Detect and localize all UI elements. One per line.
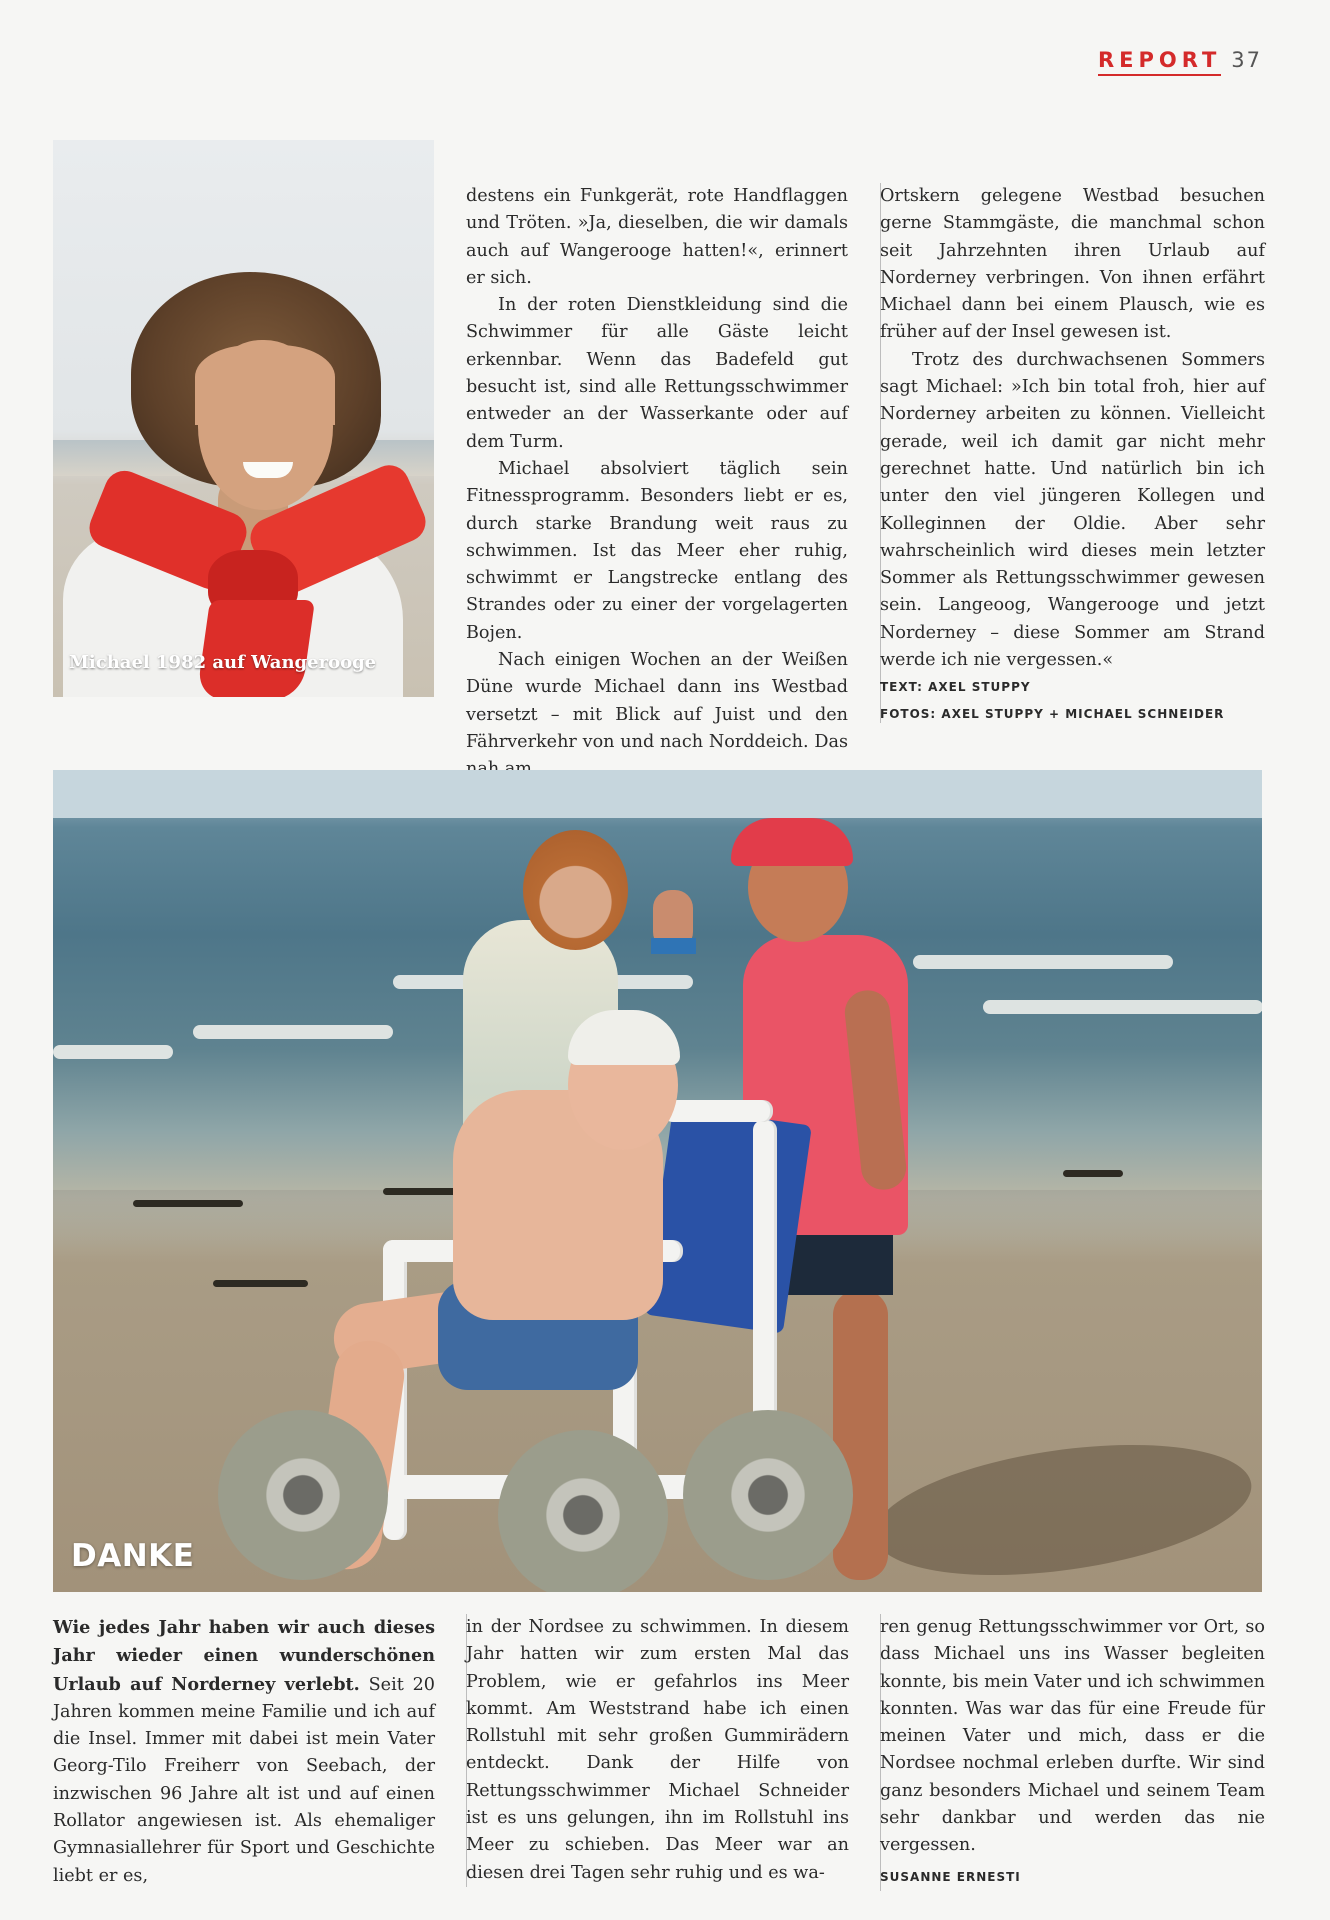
photo-wheel xyxy=(498,1430,668,1592)
body-text: Seit 20 Jahren kommen meine Familie und ich auf die Insel. Immer mit dabei ist mein Vater Georg-Tilo Freiherr von Seebach, der inzwischen 96 Jahre alt ist und auf einen Rollator angewiesen ist. Als ehemaliger Gymnasiallehrer für Sport und Geschichte liebt er es, xyxy=(53,1674,435,1886)
paragraph: In der roten Dienstkleidung sind die Schwimmer für alle Gäste leicht erkennbar. Wenn das Badefeld gut besucht ist, sind alle Rettungsschwimmer entweder an der Wasserkante oder auf dem Turm. xyxy=(466,295,848,452)
photo-wave xyxy=(983,1000,1262,1014)
author-name: SUSANNE ERNESTI xyxy=(880,1869,1021,1884)
paragraph: Ortskern gelegene Westbad besuchen gerne Stammgäste, die manchmal schon seit Jahrzehnten ihren Urlaub auf Norderney verbringen. Von ihnen erfährt Michael dann bei einem Plausch, wie es früher auf der Insel gewesen ist. xyxy=(880,186,1265,343)
photo-woman-head xyxy=(523,830,628,950)
photo-wheelchair-back xyxy=(644,1106,812,1333)
photo-scarf-hang xyxy=(196,600,315,697)
letter-column-3 xyxy=(880,1614,1265,1891)
paragraph: Nach einigen Wochen an der Weißen Düne wurde Michael dann ins Westbad versetzt – mit Blick auf Juist und den Fährverkehr von und nach Norddeich. Das xyxy=(466,650,848,752)
photo-label: DANKE xyxy=(71,1538,195,1574)
photo-seaweed xyxy=(213,1280,308,1287)
portrait-photo xyxy=(53,140,434,697)
photo-wave xyxy=(53,1045,173,1059)
paragraph: in der Nordsee zu schwimmen. In diesem Jahr hatten wir zum ersten Mal das Problem, wie er gefahrlos ins Meer kommt. Am Weststrand habe ich einen Rollstuhl mit sehr großen Gummirädern entdeckt. Dank der Hilfe von Rettungsschwimmer Michael Schneider ist es uns gelungen, ihn im Rollstuhl ins Meer zu schieben. Das Meer war an diesen drei Tagen sehr ruhig und es wa- xyxy=(466,1617,849,1883)
photo-red-cap xyxy=(731,818,853,866)
paragraph: ren genug Rettungsschwimmer vor Ort, so dass Michael uns ins Wasser begleiten konnte, bis mein Vater und ich schwimmen konnten. Was war das für eine Freude für meinen Vater und mich, dass er die Nordsee nochmal erleben durfte. Wir sind ganz besonders Michael und seinem Team sehr dankbar und werden das nie vergessen. xyxy=(880,1617,1265,1856)
main-photo xyxy=(53,770,1262,1592)
photo-wheelchair-frame xyxy=(663,1100,773,1122)
photo-sky xyxy=(53,770,1262,818)
photo-shadow xyxy=(866,1424,1259,1592)
page-header xyxy=(1098,48,1262,76)
paragraph xyxy=(53,1614,435,1890)
column-inner xyxy=(880,183,1265,723)
article-column-2 xyxy=(880,183,1265,723)
photo-wave xyxy=(913,955,1173,969)
lead-text: Wie jedes Jahr haben wir auch dieses Jahr wieder einen wunderschönen Urlaub auf Norderney verlebt. xyxy=(53,1617,435,1695)
column-inner xyxy=(880,1614,1265,1891)
text-credit: TEXT: AXEL STUPPY xyxy=(880,680,1031,695)
section-label: REPORT xyxy=(1098,48,1221,76)
letter-column-1 xyxy=(53,1614,435,1890)
column-inner xyxy=(466,1614,849,1887)
photo-seaweed xyxy=(133,1200,243,1207)
letter-column-2 xyxy=(466,1614,849,1887)
paragraph: Trotz des durchwachsenen Sommers sagt Michael: »Ich bin total froh, hier auf Norderney arbeiten zu können. Vielleicht gerade, weil ich damit gar nicht mehr gerechnet hatte. Und natürlich bin ich unter den viel jüngeren Kollegen und Kolleginnen der Oldie. Aber sehr wahrscheinlich wird dieses mein letzter Sommer als Rettungsschwimmer gewesen sein. Langeoog, Wangerooge und jetzt Norderney – diese Sommer am Strand werde ich nie vergessen.« xyxy=(880,349,1265,671)
page-number: 37 xyxy=(1231,48,1262,72)
photo-seaweed xyxy=(383,1188,463,1195)
paragraph: Michael absolviert täglich sein Fitnessprogramm. Besonders liebt er es, durch starke Brandung weit raus zu schwimmen. Ist das Meer eher ruhig, schwimmt er Langstrecke entlang des Strandes oder zu einer der vorgelagerten Bojen. xyxy=(466,458,848,643)
paragraph: destens ein Funkgerät, rote Handflaggen und Tröten. »Ja, dieselben, die wir damals auch auf Wangerooge hatten!«, erinnert er sich. xyxy=(466,186,848,288)
photo-credit: FOTOS: AXEL STUPPY + MICHAEL SCHNEIDER xyxy=(880,707,1225,722)
photo-swimmer-shorts xyxy=(651,938,696,954)
article-column-1 xyxy=(466,183,848,784)
photo-seaweed xyxy=(1063,1170,1123,1177)
photo-caption: Michael 1982 auf Wangerooge xyxy=(69,652,377,673)
photo-wheel xyxy=(218,1410,388,1580)
photo-wheel xyxy=(683,1410,853,1580)
photo-wave xyxy=(193,1025,393,1039)
photo-face-lower xyxy=(195,345,335,425)
